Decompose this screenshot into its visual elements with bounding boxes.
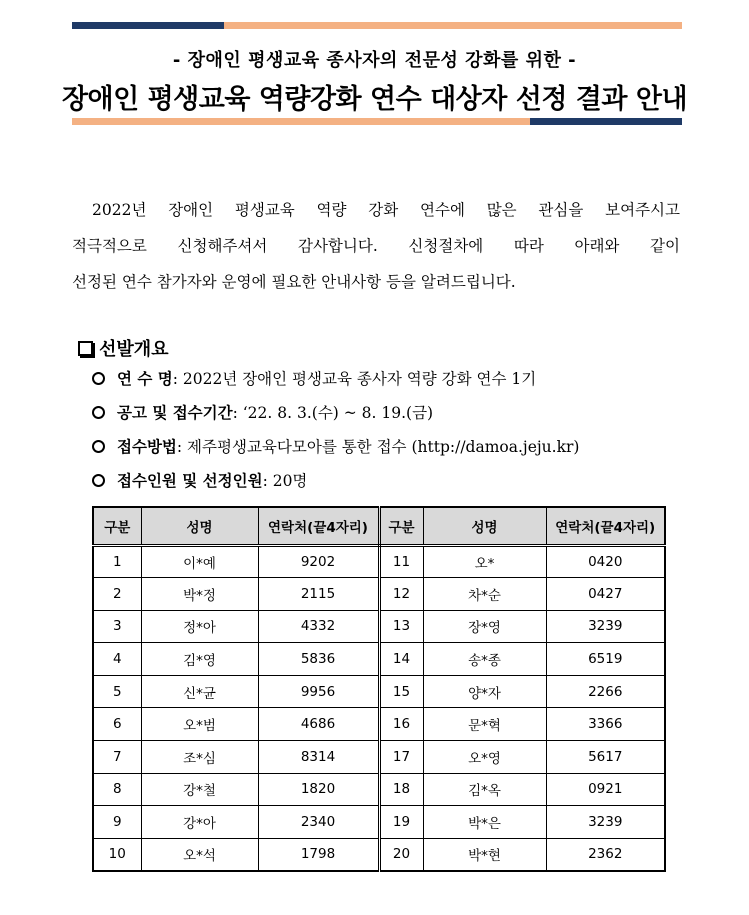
cell-name: 오*범 — [141, 708, 258, 741]
cell-contact: 1820 — [258, 773, 379, 806]
cell-name: 김*옥 — [423, 773, 546, 806]
item-label: 접수방법 — [117, 438, 177, 456]
circle-bullet-icon — [92, 372, 105, 385]
cell-number: 19 — [379, 806, 423, 839]
cell-number: 1 — [93, 545, 141, 578]
table-row — [93, 578, 665, 611]
table-row — [93, 545, 665, 578]
table-row — [93, 643, 665, 676]
list-item — [92, 400, 692, 434]
cell-name: 이*예 — [141, 545, 258, 578]
cell-contact: 4686 — [258, 708, 379, 741]
cell-contact: 8314 — [258, 741, 379, 774]
table-row — [93, 741, 665, 774]
item-label: 공고 및 접수기간 — [117, 404, 233, 422]
item-value: : 2022년 장애인 평생교육 종사자 역량 강화 연수 1기 — [172, 370, 537, 388]
table-row — [93, 838, 665, 871]
cell-contact: 0921 — [546, 773, 665, 806]
cell-name: 강*철 — [141, 773, 258, 806]
cell-number: 9 — [93, 806, 141, 839]
cell-name: 오*영 — [423, 741, 546, 774]
bottom-navy-bar — [530, 118, 682, 125]
cell-number: 16 — [379, 708, 423, 741]
cell-name: 정*아 — [141, 610, 258, 643]
cell-number: 10 — [93, 838, 141, 871]
cell-number: 20 — [379, 838, 423, 871]
item-value: : ‘22. 8. 3.(수) ~ 8. 19.(금) — [232, 404, 434, 422]
cell-contact: 0427 — [546, 578, 665, 611]
cell-contact: 2266 — [546, 675, 665, 708]
cell-contact: 2340 — [258, 806, 379, 839]
item-label: 접수인원 및 선정인원 — [117, 472, 263, 490]
table-row — [93, 675, 665, 708]
cell-number: 4 — [93, 643, 141, 676]
cell-name: 양*자 — [423, 675, 546, 708]
circle-bullet-icon — [92, 440, 105, 453]
table-header-row — [93, 507, 665, 545]
cell-number: 3 — [93, 610, 141, 643]
document-title: 장애인 평생교육 역량강화 연수 대상자 선정 결과 안내 — [61, 84, 688, 115]
top-navy-bar — [72, 22, 224, 29]
circle-bullet-icon — [92, 474, 105, 487]
cell-contact: 6519 — [546, 643, 665, 676]
cell-contact: 3239 — [546, 806, 665, 839]
cell-name: 차*순 — [423, 578, 546, 611]
selection-table — [92, 506, 666, 872]
cell-contact: 3239 — [546, 610, 665, 643]
cell-contact: 0420 — [546, 545, 665, 578]
top-peach-bar — [224, 22, 682, 29]
cell-name: 박*은 — [423, 806, 546, 839]
cell-name: 조*심 — [141, 741, 258, 774]
col-header-contact: 연락처(끝4자리) — [546, 507, 665, 545]
list-item — [92, 434, 692, 468]
cell-number: 7 — [93, 741, 141, 774]
cell-number: 18 — [379, 773, 423, 806]
overview-list — [92, 366, 692, 502]
cell-number: 2 — [93, 578, 141, 611]
col-header-number: 구분 — [379, 507, 423, 545]
cell-contact: 9202 — [258, 545, 379, 578]
cell-contact: 1798 — [258, 838, 379, 871]
cell-name: 오*석 — [141, 838, 258, 871]
intro-paragraph — [72, 192, 680, 300]
intro-line: 적극적으로 신청해주셔서 감사합니다. 신청절차에 따라 아래와 같이 — [72, 237, 680, 255]
cell-name: 김*영 — [141, 643, 258, 676]
list-item — [92, 468, 692, 502]
item-label: 연 수 명 — [117, 370, 173, 388]
section-heading-label: 선발개요 — [99, 339, 169, 360]
cell-name: 강*아 — [141, 806, 258, 839]
cell-name: 송*종 — [423, 643, 546, 676]
cell-contact: 5617 — [546, 741, 665, 774]
col-header-contact: 연락처(끝4자리) — [258, 507, 379, 545]
circle-bullet-icon — [92, 406, 105, 419]
bottom-peach-bar — [72, 118, 530, 125]
cell-number: 12 — [379, 578, 423, 611]
intro-line: 선정된 연수 참가자와 운영에 필요한 안내사항 등을 알려드립니다. — [72, 273, 516, 291]
cell-contact: 5836 — [258, 643, 379, 676]
col-header-name: 성명 — [423, 507, 546, 545]
table-row — [93, 773, 665, 806]
col-header-name: 성명 — [141, 507, 258, 545]
cell-name: 신*균 — [141, 675, 258, 708]
col-header-number: 구분 — [93, 507, 141, 545]
table-row — [93, 708, 665, 741]
cell-name: 오* — [423, 545, 546, 578]
cell-contact: 2362 — [546, 838, 665, 871]
list-item — [92, 366, 692, 400]
cell-contact: 2115 — [258, 578, 379, 611]
cell-name: 박*정 — [141, 578, 258, 611]
document-subtitle: - 장애인 평생교육 종사자의 전문성 강화를 위한 - — [172, 50, 577, 71]
cell-number: 6 — [93, 708, 141, 741]
intro-line: 2022년 장애인 평생교육 역량 강화 연수에 많은 관심을 보여주시고 — [92, 201, 680, 219]
cell-contact: 3366 — [546, 708, 665, 741]
cell-number: 11 — [379, 545, 423, 578]
cell-number: 17 — [379, 741, 423, 774]
item-value: : 제주평생교육다모아를 통한 접수 (http://damoa.jeju.kr) — [176, 438, 580, 456]
table-row — [93, 806, 665, 839]
table-row — [93, 610, 665, 643]
cell-number: 5 — [93, 675, 141, 708]
cell-contact: 9956 — [258, 675, 379, 708]
checkbox-square-icon — [78, 341, 93, 356]
cell-number: 14 — [379, 643, 423, 676]
cell-number: 8 — [93, 773, 141, 806]
cell-number: 13 — [379, 610, 423, 643]
cell-name: 박*현 — [423, 838, 546, 871]
cell-name: 장*영 — [423, 610, 546, 643]
cell-name: 문*혁 — [423, 708, 546, 741]
item-value: : 20명 — [262, 472, 308, 490]
cell-contact: 4332 — [258, 610, 379, 643]
cell-number: 15 — [379, 675, 423, 708]
section-heading — [78, 335, 169, 361]
